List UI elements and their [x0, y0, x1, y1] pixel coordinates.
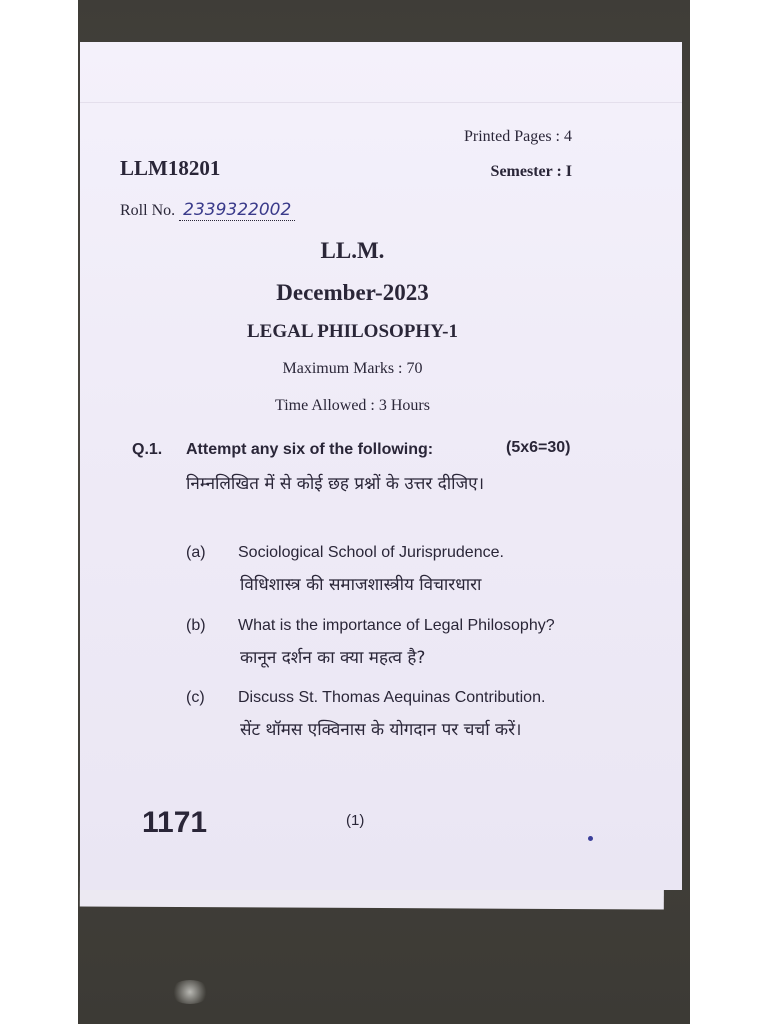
- question-instruction-hindi: निम्नलिखित में से कोई छह प्रश्नों के उत्तर दीजिए।: [186, 474, 485, 494]
- part-a-hindi: विधिशास्त्र की समाजशास्त्रीय विचारधारा: [240, 575, 482, 595]
- question-marks: (5x6=30): [506, 439, 571, 456]
- roll-value-handwritten: 2339322002: [179, 200, 295, 221]
- paper-fold-line: [80, 102, 682, 103]
- paper-code: LLM18201: [120, 156, 221, 180]
- part-c-text: Discuss St. Thomas Aequinas Contribution.: [238, 689, 546, 706]
- surface-speck: [170, 980, 210, 1004]
- part-b-text: What is the importance of Legal Philosophy?: [238, 617, 555, 634]
- part-b-hindi: कानून दर्शन का क्या महत्व है?: [240, 648, 426, 668]
- printed-pages: Printed Pages : 4: [464, 128, 572, 145]
- page-number: (1): [346, 812, 365, 829]
- roll-number: [120, 200, 295, 220]
- exam-date: December-2023: [276, 280, 429, 305]
- question-number: Q.1.: [132, 441, 163, 458]
- ink-dot: [588, 836, 593, 841]
- time-allowed: Time Allowed : 3 Hours: [275, 397, 430, 414]
- paper-serial-code: 1171: [142, 806, 208, 839]
- exam-paper: [80, 42, 682, 890]
- part-b-label: (b): [186, 617, 206, 634]
- roll-label: Roll No.: [120, 202, 176, 219]
- subject-title: LEGAL PHILOSOPHY-1: [247, 321, 458, 342]
- degree-title: LL.M.: [320, 238, 385, 263]
- part-c-label: (c): [186, 689, 205, 706]
- semester: Semester : I: [490, 163, 572, 180]
- part-c-hindi: सेंट थॉमस एक्विनास के योगदान पर चर्चा करें।: [240, 720, 522, 740]
- part-a-label: (a): [186, 544, 206, 561]
- maximum-marks: Maximum Marks : 70: [282, 360, 423, 377]
- part-a-text: Sociological School of Jurisprudence.: [238, 544, 504, 561]
- question-instruction: Attempt any six of the following:: [186, 441, 434, 458]
